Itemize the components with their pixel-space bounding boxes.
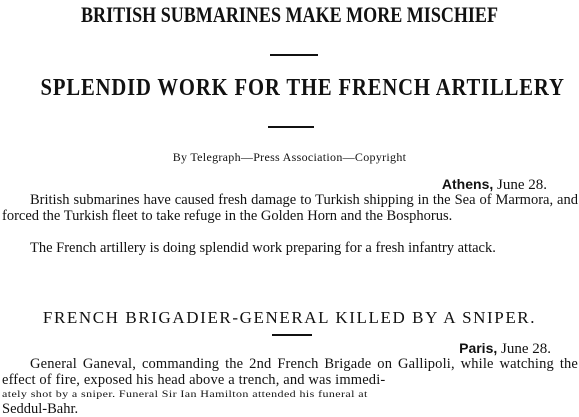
story2-last-line: Seddul-Bahr. — [2, 401, 79, 417]
section-divider — [272, 334, 312, 336]
headline-main: BRITISH SUBMARINES MAKE MORE MISCHIEF — [81, 2, 498, 27]
headline-divider — [268, 126, 314, 128]
dateline-place: Paris, — [459, 340, 498, 356]
dateline-paris — [459, 340, 551, 357]
headline-divider — [270, 54, 318, 56]
story1-paragraph-1: British submarines have caused fresh damage to Turkish shipping in the Sea of Marmora, and forced the Turkish fleet to take refuge in the Golden Horn and the Bosphorus. — [2, 192, 578, 224]
dateline-date: June 28. — [497, 177, 547, 193]
dateline-athens — [442, 176, 547, 193]
credit-line: By Telegraph—Press Association—Copyright — [172, 150, 407, 164]
section-headline: FRENCH BRIGADIER-GENERAL KILLED BY A SNIPER. — [42, 308, 537, 327]
story2-garbled-line: ately shot by a sniper. Funeral Sir Ian Hamilton attended his funeral at — [2, 388, 368, 400]
story2-paragraph-1: General Ganeval, commanding the 2nd French Brigade on Gallipoli, while watching the effect of fire, exposed his head above a trench, and was immedi- — [2, 356, 578, 388]
story1-paragraph-2: The French artillery is doing splendid work preparing for a fresh infantry attack. — [30, 240, 496, 256]
dateline-place: Athens, — [441, 176, 494, 192]
dateline-date: June 28. — [501, 341, 551, 357]
headline-sub: SPLENDID WORK FOR THE FRENCH ARTILLERY — [40, 75, 565, 101]
